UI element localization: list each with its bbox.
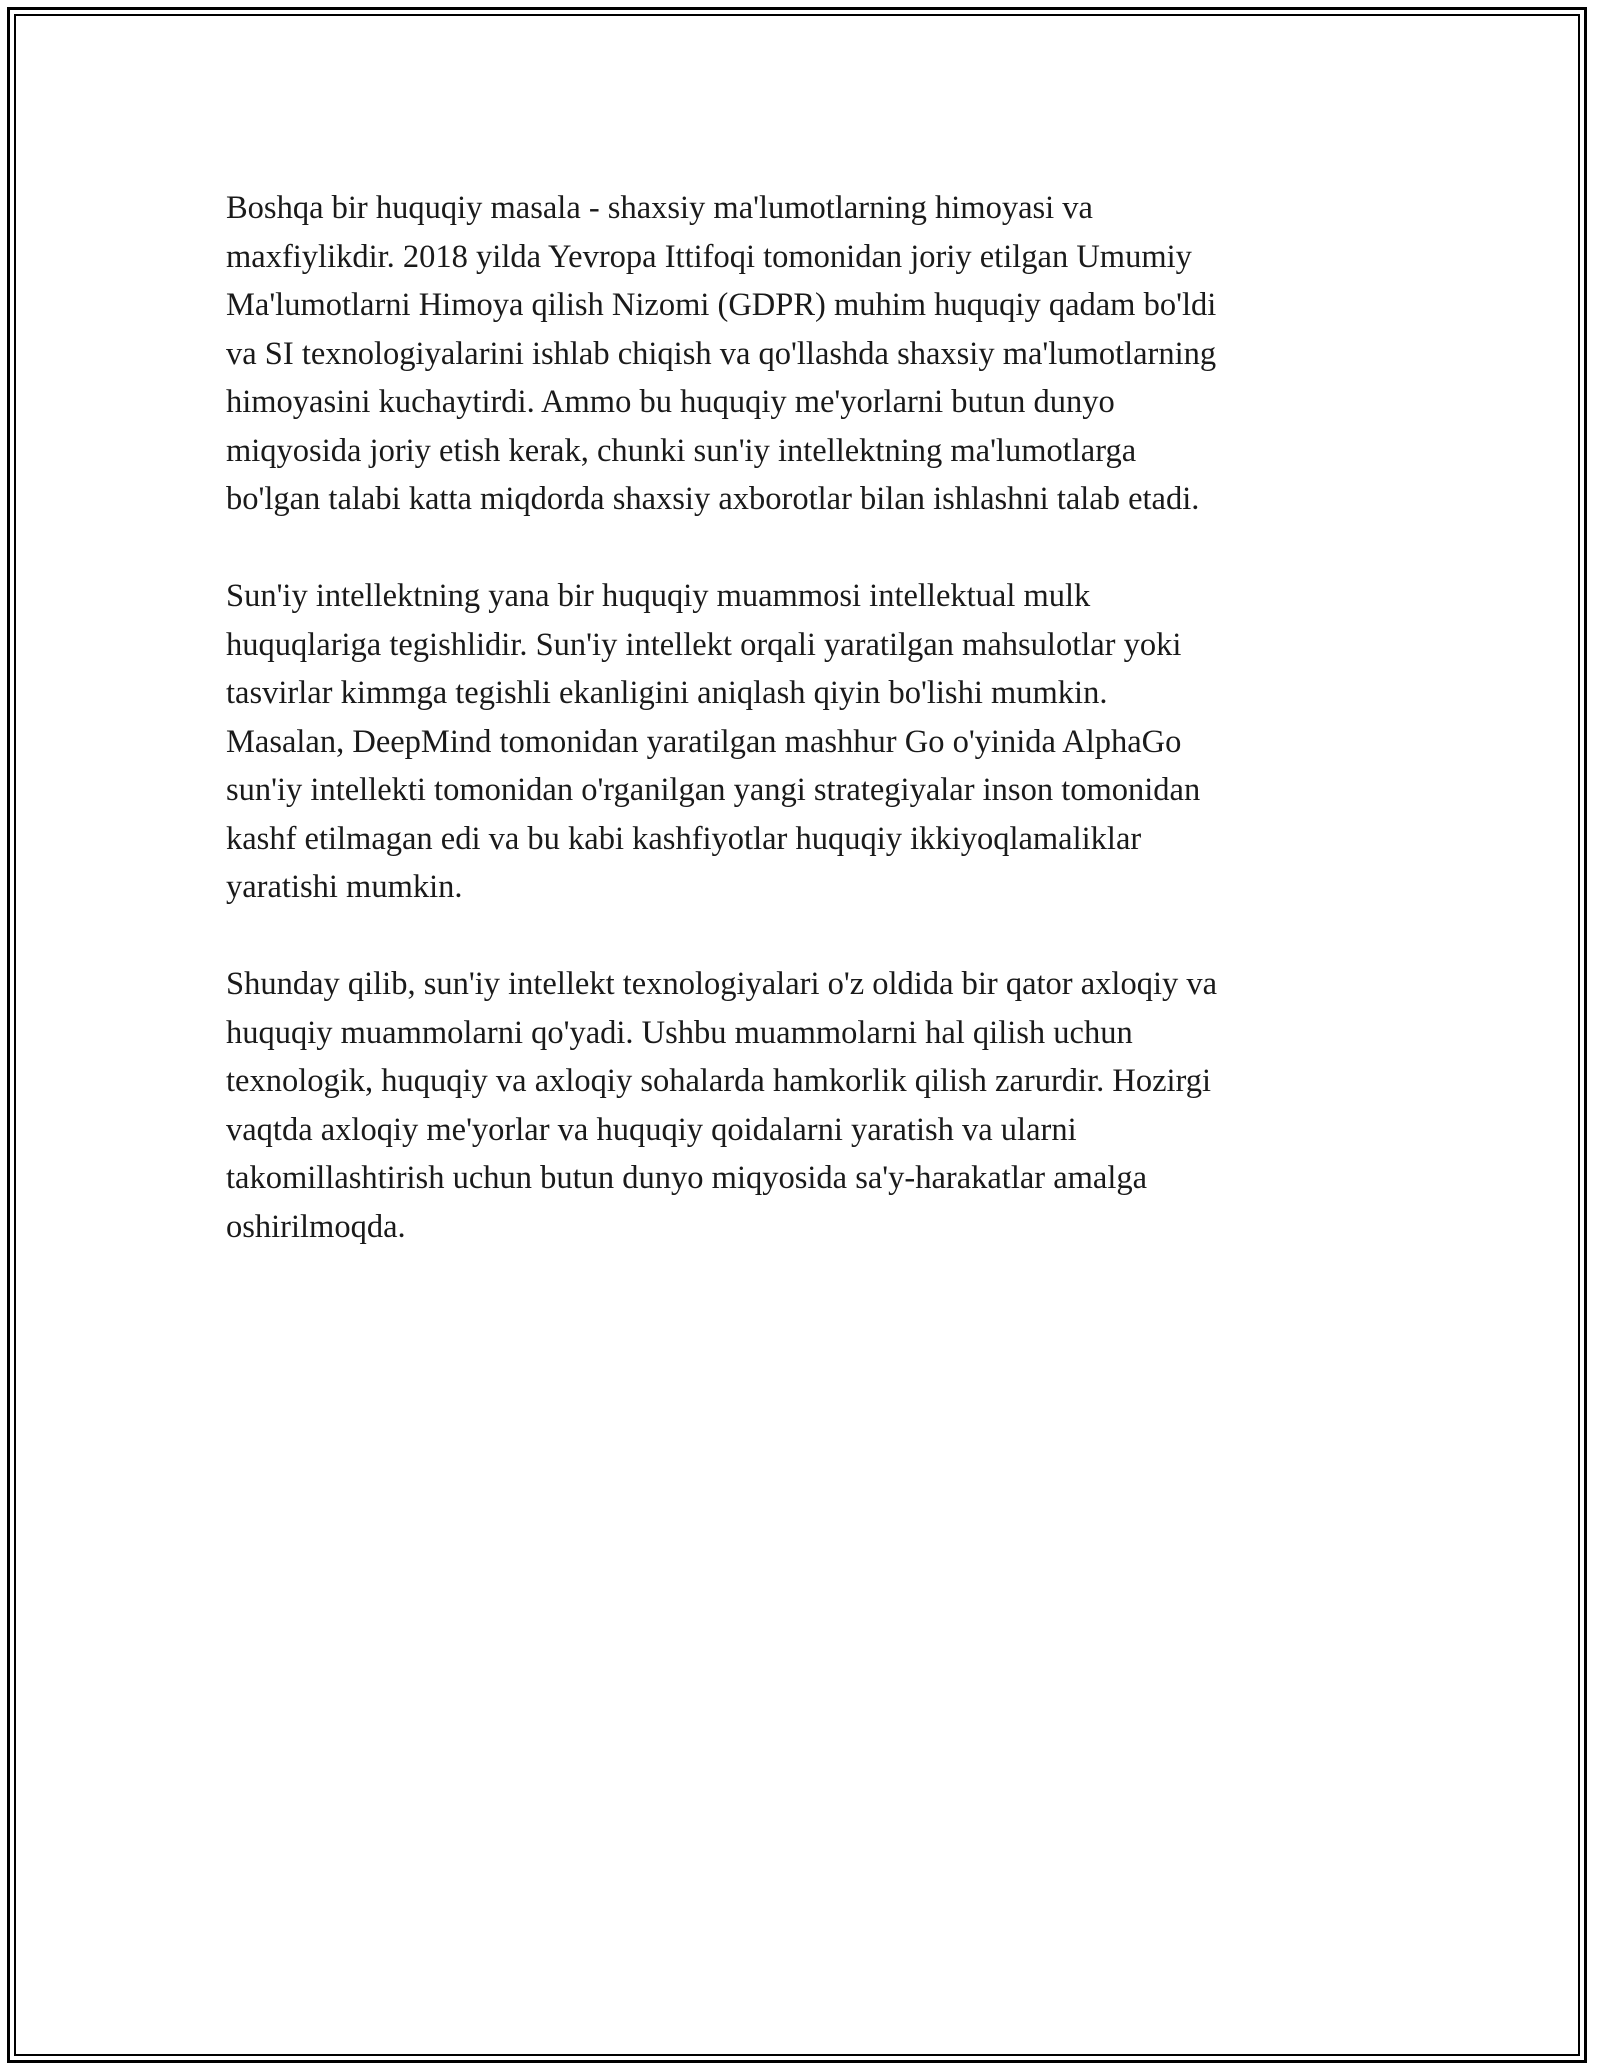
paragraph-line: Ma'lumotlarni Himoya qilish Nizomi (GDPR) muhim huquqiy qadam bo'ldi (226, 287, 1217, 323)
paragraph-line: kashf etilmagan edi va bu kabi kashfiyotlar huquqiy ikkiyoqlamaliklar (226, 820, 1142, 857)
paragraph-line: maxfiylikdir. 2018 yilda Yevropa Ittifoqi tomonidan joriy etilgan Umumiy (226, 238, 1192, 275)
paragraph-line: va SI texnologiyalarini ishlab chiqish va qo'llashda shaxsiy ma'lumotlarning (226, 335, 1217, 372)
paragraph-line: Boshqa bir huquqiy masala - shaxsiy ma'lumotlarning himoyasi va (226, 190, 1093, 226)
paragraph-line: himoyasini kuchaytirdi. Ammo bu huquqiy me'yorlarni butun dunyo (226, 384, 1115, 420)
paragraph-line: texnologik, huquqiy va axloqiy sohalarda hamkorlik qilish zarurdir. Hozirgi (226, 1063, 1212, 1099)
document-body (226, 184, 1366, 1300)
paragraph-line: bo'lgan talabi katta miqdorda shaxsiy axborotlar bilan ishlashni talab etadi. (226, 481, 1200, 517)
paragraph-line: huquqlariga tegishlidir. Sun'iy intellekt orqali yaratilgan mahsulotlar yoki (226, 626, 1182, 663)
paragraph-1 (226, 184, 1366, 524)
paragraph-line: Masalan, DeepMind tomonidan yaratilgan mashhur Go o'yinida AlphaGo (226, 723, 1182, 760)
paragraph-line: huquqiy muammolarni qo'yadi. Ushbu muammolarni hal qilish uchun (226, 1014, 1133, 1051)
paragraph-line: Shunday qilib, sun'iy intellekt texnologiyalari o'z oldida bir qator axloqiy va (226, 966, 1218, 1002)
paragraph-line: vaqtda axloqiy me'yorlar va huquqiy qoidalarni yaratish va ularni (226, 1111, 1077, 1148)
paragraph-line: Sun'iy intellektning yana bir huquqiy muammosi intellektual mulk (226, 578, 1091, 614)
paragraph-line: oshirilmoqda. (226, 1208, 406, 1245)
paragraph-line: tasvirlar kimmga tegishli ekanligini aniqlash qiyin bo'lishi mumkin. (226, 675, 1108, 711)
paragraph-line: miqyosida joriy etish kerak, chunki sun'iy intellektning ma'lumotlarga (226, 432, 1137, 469)
paragraph-3 (226, 960, 1366, 1251)
paragraph-line: takomillashtirish uchun butun dunyo miqyosida sa'y-harakatlar amalga (226, 1160, 1148, 1196)
paragraph-2 (226, 572, 1366, 912)
paragraph-line: yaratishi mumkin. (226, 869, 463, 905)
paragraph-line: sun'iy intellekti tomonidan o'rganilgan yangi strategiyalar inson tomonidan (226, 772, 1201, 808)
